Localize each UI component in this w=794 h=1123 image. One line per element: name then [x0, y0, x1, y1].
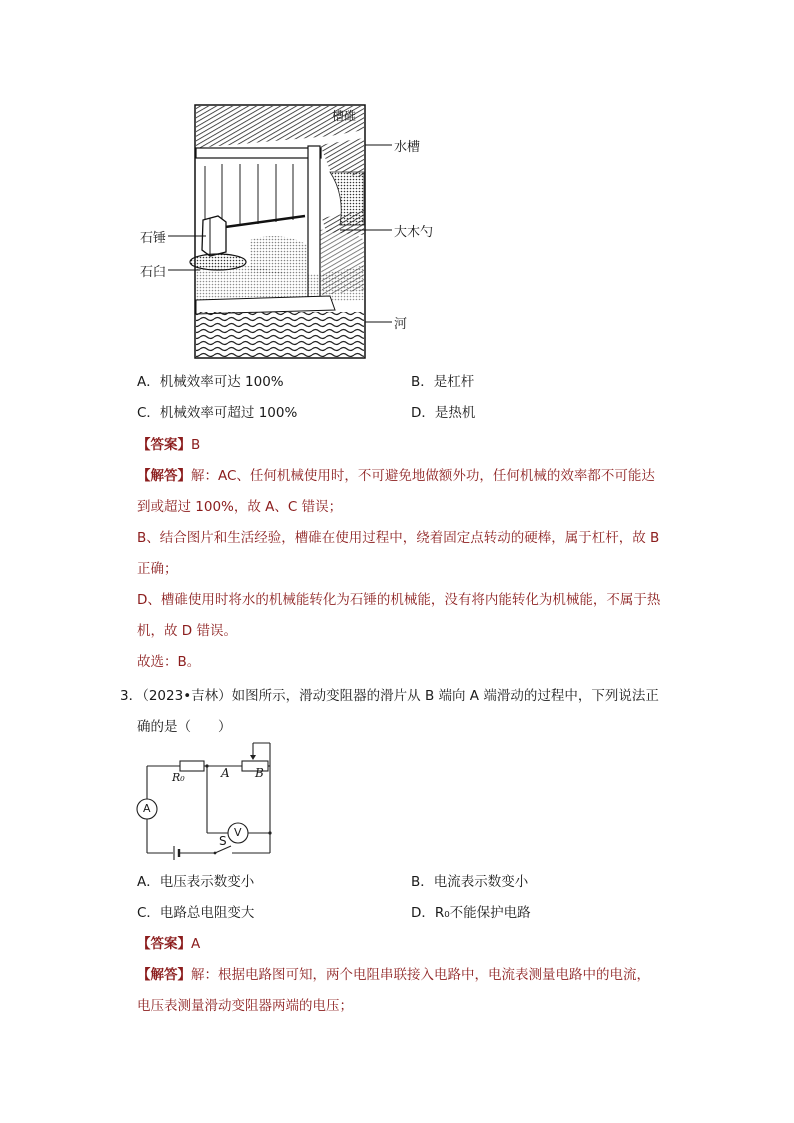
- q2-option-a: A．机械效率可达 100%: [137, 374, 284, 390]
- q2-answer: [137, 435, 200, 455]
- circuit-drawing: [130, 738, 290, 863]
- q3-option-a: A．电压表示数变小: [137, 874, 255, 890]
- label-top: 槽碓: [332, 109, 357, 123]
- q3-option-c: C．电路总电阻变大: [137, 905, 255, 921]
- q3-answer: [137, 934, 200, 954]
- circuit-label-voltmeter: V: [234, 826, 242, 839]
- q3-number: 3．: [120, 688, 143, 704]
- q2-analysis-line-2: B、结合图片和生活经验，槽碓在使用过程中，绕着固定点转动的硬棒，属于杠杆，故 B: [137, 530, 660, 546]
- q3-stem-line-2: 确的是（ ）: [137, 719, 232, 735]
- label-stone-hammer: 石锤: [140, 231, 167, 246]
- q2-answer-label: 【答案】: [137, 437, 191, 453]
- q3-analysis-label: 【解答】: [137, 967, 191, 983]
- resistor-r0: [180, 761, 204, 771]
- figure-trip-hammer: [130, 100, 450, 365]
- q2-analysis-line-4: D、槽碓使用时将水的机械能转化为石锤的机械能，没有将内能转化为机械能，不属于热: [137, 592, 661, 608]
- q3-answer-value: A: [191, 936, 201, 952]
- label-stone-mortar: 石臼: [140, 265, 167, 280]
- q2-option-b: B．是杠杆: [411, 374, 475, 390]
- q3-option-d: D．R₀不能保护电路: [411, 905, 531, 921]
- q2-analysis-line-0: 【解答】解：AC、任何机械使用时，不可避免地做额外功，任何机械的效率都不可能达: [137, 468, 655, 484]
- q2-answer-value: B: [191, 437, 201, 453]
- q3-circuit-diagram: [130, 738, 290, 863]
- q3-option-b: B．电流表示数变小: [411, 874, 529, 890]
- q2-analysis-line-1: 到或超过 100%，故 A、C 错误；: [137, 499, 343, 515]
- circuit-label-r0: R₀: [172, 771, 185, 784]
- circuit-label-ammeter: A: [143, 802, 151, 815]
- circuit-label-a: A: [221, 766, 230, 780]
- q3-stem-line-1: 3．（2023•吉林）如图所示，滑动变阻器的滑片从 B 端向 A 端滑动的过程中，下列说法正: [120, 688, 659, 704]
- label-river: 河: [394, 317, 408, 332]
- circuit-label-b: B: [255, 766, 264, 780]
- q2-analysis-line-6: 故选：B。: [137, 654, 201, 670]
- q2-analysis-line-3: 正确；: [137, 561, 178, 577]
- label-big-scoop: 大木勺: [394, 225, 434, 240]
- q2-option-c: C．机械效率可超过 100%: [137, 405, 298, 421]
- q2-option-d: D．是热机: [411, 405, 476, 421]
- q3-analysis-line-0: 【解答】解：根据电路图可知，两个电阻串联接入电路中，电流表测量电路中的电流，: [137, 967, 650, 983]
- q3-analysis-line-1: 电压表测量滑动变阻器两端的电压；: [137, 998, 353, 1014]
- q2-analysis-label: 【解答】: [137, 468, 191, 484]
- circuit-label-switch: S: [219, 834, 227, 848]
- q3-answer-label: 【答案】: [137, 936, 191, 952]
- q2-analysis-line-5: 机，故 D 错误。: [137, 623, 237, 639]
- label-water-trough: 水槽: [394, 140, 421, 155]
